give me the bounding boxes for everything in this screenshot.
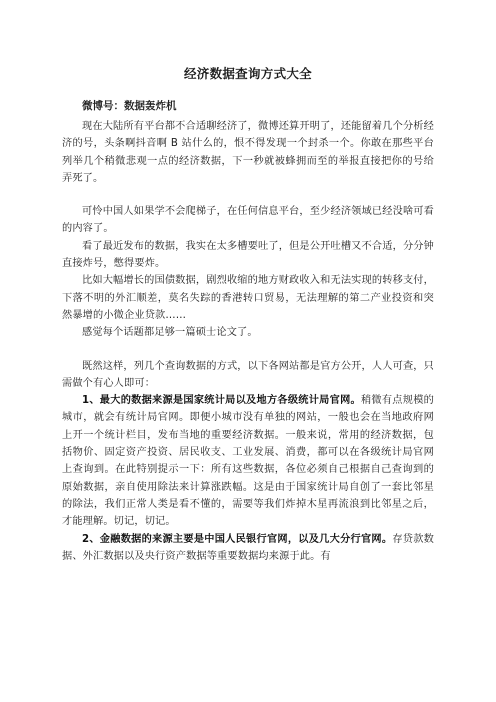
paragraph-item-2 — [62, 531, 434, 566]
paragraph-gap — [62, 187, 434, 203]
paragraph-gap — [62, 342, 434, 358]
paragraph-examples: 比如大幅增长的国债数据，剧烈收缩的地方财政收入和无法实现的转移支付，下落不明的外汇顺差，莫名失踪的香港转口贸易，无法理解的第二产业投资和突然暴增的小微企业贷款…… — [62, 275, 434, 321]
paragraph-list-intro: 既然这样，列几个查询数据的方式，以下各网站都是官方公开，人人可查，只需做个有心人即可： — [62, 360, 434, 389]
item-1-heading: 1、最大的数据来源是国家统计局以及地方各级统计局官网。 — [82, 395, 361, 407]
item-2-heading: 2、金融数据的来源主要是中国人民银行官网，以及几大分行官网。 — [82, 533, 393, 545]
paragraph-pity: 可怜中国人如果学不会爬梯子，在任何信息平台，至少经济领域已经没啥可看的内容了。 — [62, 206, 434, 235]
author-subtitle: 微博号：数据轰炸机 — [82, 100, 177, 112]
document-title: 经济数据查询方式大全 — [183, 66, 312, 81]
item-1-body: 稍微有点规模的城市，就会有统计局官网。即便小城市没有单独的网站，一般也会在当地政府网上开一个统计栏目，发布当地的重要经济数据。一般来说，常用的经济数据，包括物价、固定资产投资、居民收支、工业发展、消费，都可以在各级统计局官网上查询到。在此特别提示一下：所有这些数据，各位必须自己根据自己查询到的原始数据，亲自使用除法来计算涨跌幅。这是由于国家统计局自创了一套比邻星的除法，我们正常人类是看不懂的，需要等我们炸掉木星再流浪到比邻星之后，才能理解。切记，切记。 — [62, 395, 434, 528]
item-2-body: 存贷款数据、外汇数据以及央行资产数据等重要数据均来源于此。有 — [62, 533, 434, 562]
paragraph-item-1 — [62, 392, 434, 530]
paragraph-intro: 现在大陆所有平台都不合适聊经济了，微博还算开明了，还能留着几个分析经济的号，头条啊抖音啊 B 站什么的，恨不得发现一个封杀一个。你敢在那些平台列举几个稍微悲观一点的经济数据，下一秒就被蜂拥而至的举报直接把你的号给弄死了。 — [62, 121, 434, 184]
document-page — [62, 52, 434, 565]
paragraph-thesis: 感觉每个话题都足够一篇硕士论文了。 — [82, 327, 258, 339]
paragraph-complaint: 看了最近发布的数据，我实在太多槽要吐了，但是公开吐槽又不合适，分分钟直接炸号，憋得要炸。 — [62, 240, 434, 270]
